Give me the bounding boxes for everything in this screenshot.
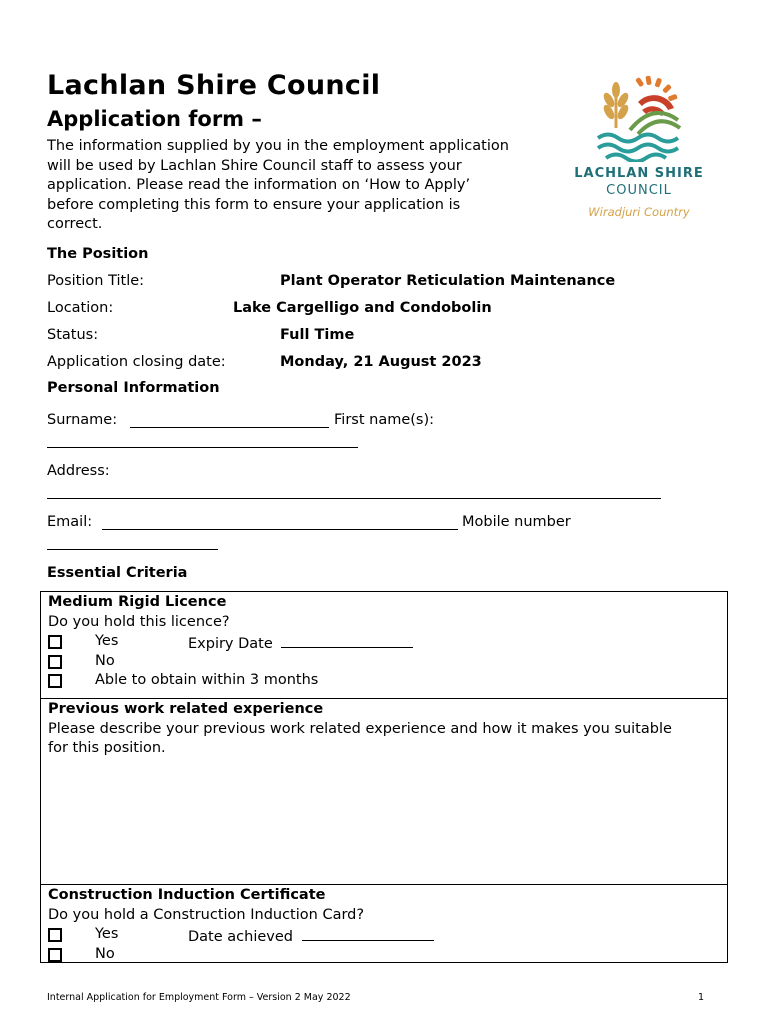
experience-section[interactable] [40, 698, 728, 885]
council-logo-icon [568, 72, 708, 162]
option-label: No [95, 945, 115, 962]
experience-prompt: Please describe your previous work related experience and how it makes you suitable [48, 720, 672, 737]
personal-heading: Personal Information [47, 380, 220, 396]
licence-section [40, 591, 728, 699]
option-label: Yes [95, 633, 119, 649]
licence-question: Do you hold this licence? [48, 613, 230, 630]
checkbox[interactable] [48, 928, 62, 942]
surname-label: Surname: [47, 412, 118, 428]
council-logo [568, 72, 708, 224]
induction-question: Do you hold a Construction Induction Card? [48, 906, 365, 923]
status-value: Full Time [280, 327, 355, 343]
experience-prompt: for this position. [48, 740, 166, 756]
closing-date-value: Monday, 21 August 2023 [280, 354, 482, 370]
position-heading: The Position [47, 246, 149, 262]
location-value: Lake Cargelligo and Condobolin [233, 300, 492, 316]
status-label: Status: [47, 327, 99, 343]
intro-line: will be used by Lachlan Shire Council staff to assess your [47, 157, 462, 174]
location-label: Location: [47, 300, 114, 316]
licence-option-no[interactable] [48, 652, 720, 672]
logo-name-line1: LACHLAN SHIRE [574, 166, 704, 181]
position-title-value: Plant Operator Reticulation Maintenance [280, 273, 616, 289]
address-field[interactable] [47, 483, 661, 499]
induction-option-no[interactable] [48, 945, 720, 965]
position-title-label: Position Title: [47, 273, 145, 289]
surname-field[interactable] [130, 412, 329, 428]
address-label: Address: [47, 463, 110, 479]
logo-tagline: Wiradjuri Country [588, 205, 690, 219]
induction-section [40, 884, 728, 963]
logo-name-line2: COUNCIL [606, 183, 672, 198]
page-number: 1 [698, 992, 705, 1003]
licence-option-obtain[interactable] [48, 671, 720, 691]
intro-paragraph [47, 137, 557, 235]
checkbox[interactable] [48, 635, 62, 649]
intro-line: before completing this form to ensure your application is [47, 196, 461, 213]
checkbox[interactable] [48, 948, 62, 962]
expiry-date-label: Expiry Date [188, 636, 273, 652]
checkbox[interactable] [48, 674, 62, 688]
intro-line: The information supplied by you in the employment application [47, 138, 509, 154]
mobile-field[interactable] [47, 534, 218, 550]
checkbox[interactable] [48, 655, 62, 669]
mobile-label: Mobile number [462, 514, 571, 530]
licence-option-yes[interactable] [48, 632, 720, 652]
experience-title: Previous work related experience [48, 701, 324, 717]
licence-title: Medium Rigid Licence [48, 594, 227, 610]
closing-date-label: Application closing date: [47, 354, 226, 370]
option-label: Able to obtain within 3 months [95, 672, 319, 688]
council-title: Lachlan Shire Council [47, 70, 381, 101]
option-label: No [95, 652, 115, 669]
induction-option-yes[interactable] [48, 925, 720, 945]
email-label: Email: [47, 514, 93, 530]
form-subtitle: Application form – [47, 107, 262, 131]
email-field[interactable] [102, 514, 458, 530]
date-achieved-label: Date achieved [188, 929, 293, 945]
intro-line: application. Please read the information on ‘How to Apply’ [47, 177, 471, 193]
first-name-field[interactable] [47, 432, 358, 448]
intro-line: correct. [47, 216, 103, 232]
date-achieved-field[interactable] [302, 925, 434, 941]
induction-title: Construction Induction Certificate [48, 887, 326, 903]
option-label: Yes [95, 926, 119, 942]
criteria-heading: Essential Criteria [47, 565, 188, 581]
footer-text: Internal Application for Employment Form – Version 2 May 2022 [47, 992, 351, 1003]
first-name-label: First name(s): [334, 412, 434, 428]
expiry-date-field[interactable] [281, 632, 413, 648]
